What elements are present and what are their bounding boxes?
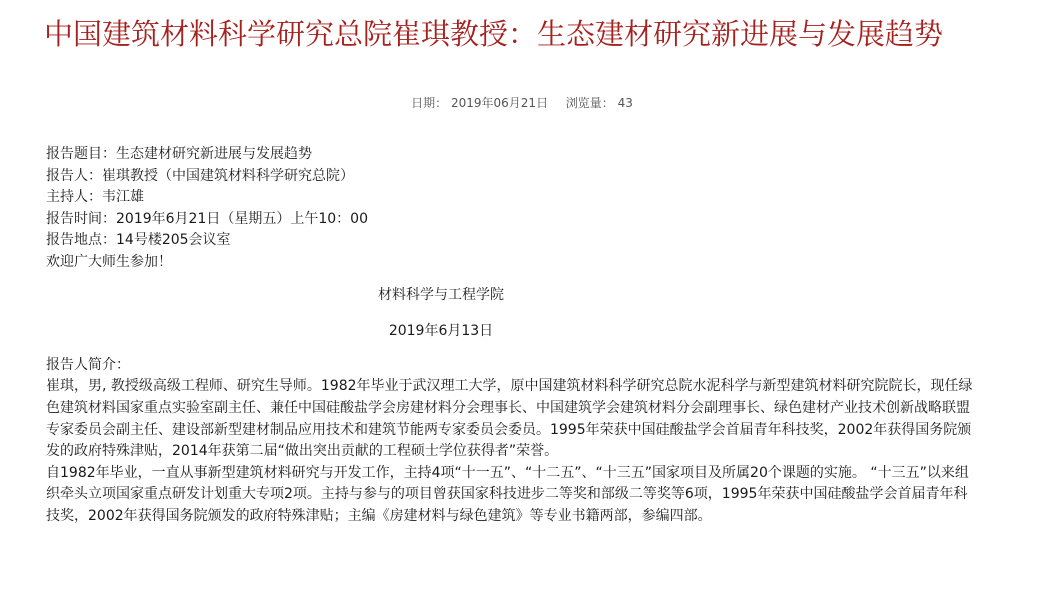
report-host: 主持人：韦江雄 [46,189,144,206]
view-count: 43 [617,96,633,110]
article-body [46,144,976,528]
article-meta [0,94,1044,112]
bio-paragraph-1: 崔琪，男, 教授级高级工程师、研究生导师。1982年毕业于武汉理工大学，原中国建筑材料科学研究总院水泥科学与新型建筑材料研究院院长，现任绿色建筑材料国家重点实验室副主任、兼任中国硅酸盐学会房建材料分会理事长、中国建筑学会建筑材料分会副理事长、绿色建材产业技术创新战略联盟专家委员会副主任、建设部新型建材制品应用技术和建筑节能两专家委员会委员。1995年荣获中国硅酸盐学会首届青年科技奖，2002年获得国务院颁发的政府特殊津贴，2014年获第二届“做出突出贡献的工程硕士学位获得者”荣誉。 [46,378,973,460]
report-topic: 报告题目：生态建材研究新进展与发展趋势 [46,146,312,162]
report-time: 报告时间：2019年6月21日（星期五）上午10：00 [46,210,368,227]
welcome-text: 欢迎广大师生参加！ [46,253,172,270]
bio-paragraph-2: 自1982年毕业，一直从事新型建筑材料研究与开发工作，主持4项“十一五”、“十二五”、“十三五”国家项目及所属20个课题的实施。 “十三五”以来组织牵头立项国家重点研发计划重大专项2项。主持与参与的项目曾获国家科技进步二等奖和部级二等奖等6项，1995年荣获中国硅酸盐学会首届青年科技奖，2002年获得国务院颁发的政府特殊津贴；主编《房建材料与绿色建筑》等专业书籍两部，参编四部。 [46,464,969,524]
report-speaker: 报告人：崔琪教授（中国建筑材料科学研究总院） [46,167,354,184]
views-label: 浏览量： [565,96,614,110]
signature-org: 材料科学与工程学院 [378,286,504,303]
signature-date: 2019年6月13日 [388,323,494,340]
date-label: 日期： [411,96,448,110]
bio-heading: 报告人简介： [46,356,130,373]
report-location: 报告地点：14号楼205会议室 [46,232,231,249]
publish-date: 2019年06月21日 [450,96,549,110]
article-title: 中国建筑材料科学研究总院崔琪教授：生态建材研究新进展与发展趋势 [44,17,944,51]
